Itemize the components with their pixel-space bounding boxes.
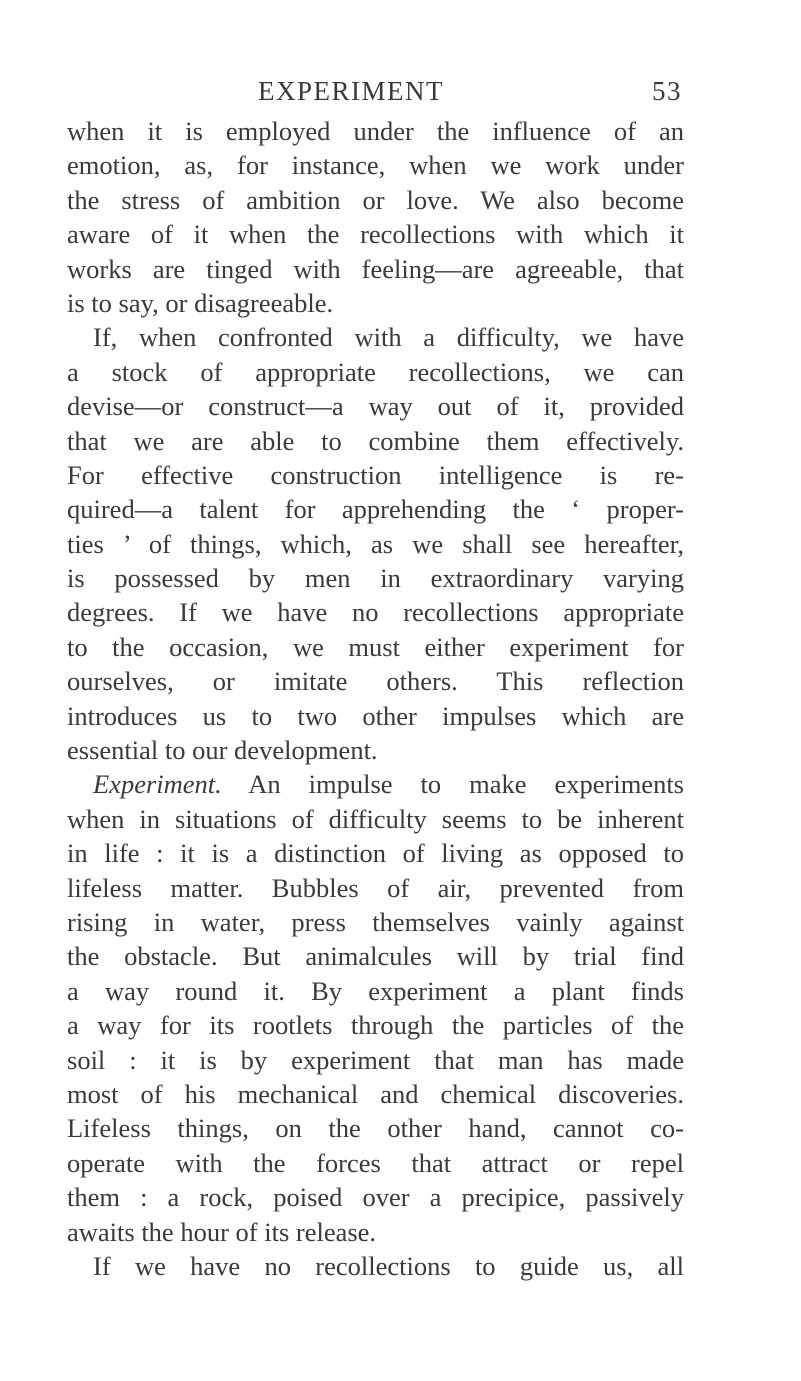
text-line: If, when confronted with a difficulty, we have xyxy=(93,322,684,353)
text-line: to the occasion, we must either experiment for xyxy=(67,631,684,662)
section-heading: Experiment. xyxy=(93,769,222,800)
page-number: 53 xyxy=(652,76,682,106)
text-line: a way for its rootlets through the particles of the xyxy=(67,1010,684,1041)
text-line: Lifeless things, on the other hand, cannot co- xyxy=(67,1113,684,1144)
text-line: degrees. If we have no recollections appropriate xyxy=(67,597,684,628)
text-line: is to say, or disagreeable. xyxy=(67,287,334,318)
text-line: If we have no recollections to guide us, all xyxy=(93,1250,684,1281)
text-line: awaits the hour of its release. xyxy=(67,1216,377,1247)
text-line: ties ’ of things, which, as we shall see hereafter, xyxy=(67,528,684,559)
text-line: a way round it. By experiment a plant finds xyxy=(67,975,684,1006)
text-line-with-heading xyxy=(67,767,684,801)
text-line: in life : it is a distinction of living as opposed to xyxy=(67,838,684,869)
text-line: operate with the forces that attract or repel xyxy=(67,1147,684,1178)
text-line: essential to our development. xyxy=(67,735,378,766)
text-line: the obstacle. But animalcules will by trial find xyxy=(67,941,684,972)
text-line: quired—a talent for apprehending the ‘ proper- xyxy=(67,494,684,525)
text-line: the stress of ambition or love. We also become xyxy=(67,184,684,215)
text-line: when it is employed under the influence of an xyxy=(67,116,684,146)
text-line: soil : it is by experiment that man has made xyxy=(67,1044,684,1075)
text-line: a stock of appropriate recollections, we can xyxy=(67,356,684,387)
text-line: is possessed by men in extraordinary varying xyxy=(67,563,684,594)
text-line-run: An impulse to make experiments xyxy=(248,769,684,800)
text-line: them : a rock, poised over a precipice, passively xyxy=(67,1182,684,1213)
text-line: For effective construction intelligence is re- xyxy=(67,459,684,490)
body-text xyxy=(67,114,684,1283)
text-line: ourselves, or imitate others. This reflection xyxy=(67,666,684,697)
text-line: that we are able to combine them effectively. xyxy=(67,425,684,456)
text-line: when in situations of difficulty seems to be inherent xyxy=(67,803,684,834)
text-line: works are tinged with feeling—are agreeable, that xyxy=(67,253,684,284)
text-line: emotion, as, for instance, when we work under xyxy=(67,150,684,181)
text-line: rising in water, press themselves vainly against xyxy=(67,906,684,937)
running-title: EXPERIMENT xyxy=(258,76,444,106)
text-line: introduces us to two other impulses which are xyxy=(67,700,684,731)
text-line: lifeless matter. Bubbles of air, prevented from xyxy=(67,872,684,903)
text-line: most of his mechanical and chemical discoveries. xyxy=(67,1078,684,1109)
text-line: aware of it when the recollections with which it xyxy=(67,219,684,250)
text-line: devise—or construct—a way out of it, provided xyxy=(67,391,684,422)
running-head xyxy=(258,76,682,110)
